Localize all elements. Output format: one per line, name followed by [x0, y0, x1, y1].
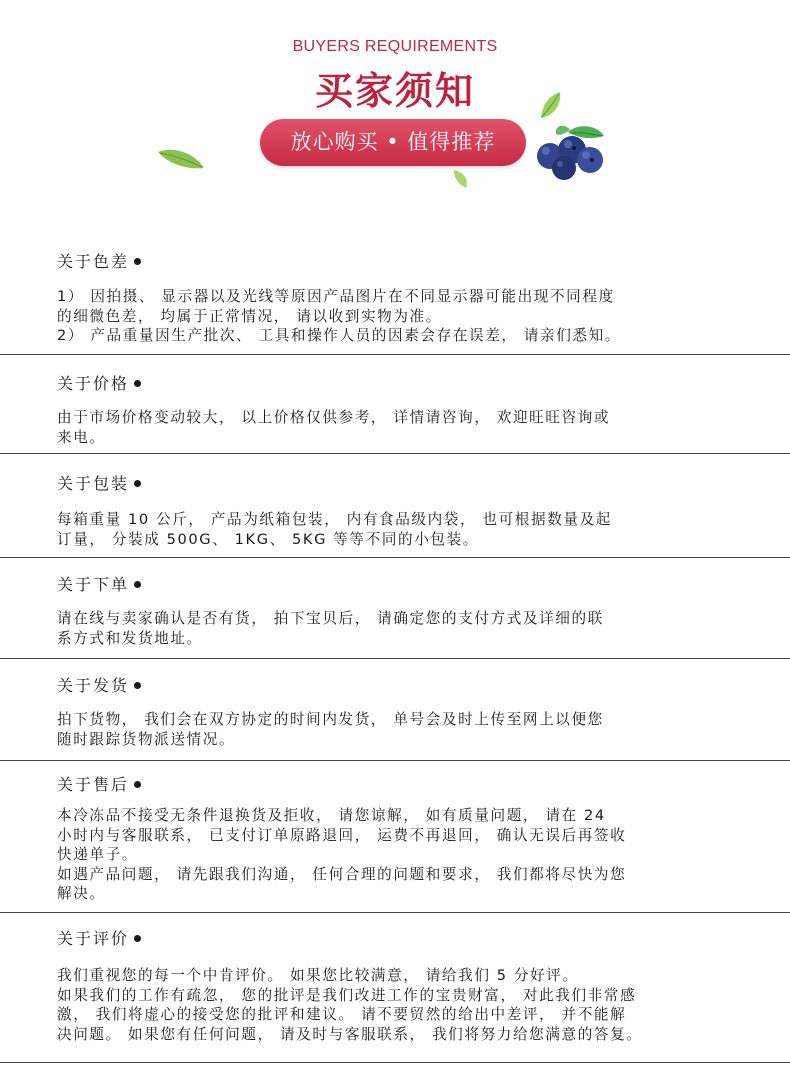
- bullet-dot: [134, 581, 141, 588]
- text-line: 订量， 分装成 500G、 1KG、 5KG 等等不同的小包装。: [57, 530, 479, 548]
- text-line: 如遇产品问题， 请先跟我们沟通， 任何合理的问题和要求， 我们都将尽快为您: [57, 865, 627, 883]
- english-title: BUYERS REQUIREMENTS: [292, 38, 498, 55]
- bullet-dot: [134, 682, 141, 689]
- text-line: 由于市场价格变动较大， 以上价格仅供参考， 详情请咨询， 欢迎旺旺咨询或: [57, 409, 611, 426]
- section-title-after-sales: 关于售后: [57, 772, 141, 795]
- text-line: 小时内与客服联系， 已支付订单原路退回， 运费不再退回， 确认无误后再签收: [57, 826, 627, 844]
- section-body-packaging: [57, 510, 757, 549]
- section-divider: [0, 453, 790, 454]
- text-line: 解决。: [57, 885, 106, 902]
- section-body-after-sales: [57, 806, 757, 904]
- section-body-ordering: [57, 609, 757, 648]
- text-line: 本冷冻品不接受无条件退换货及拒收， 请您谅解， 如有质量问题， 请在 24: [57, 807, 606, 824]
- section-divider: [0, 557, 790, 558]
- section-title-price: 关于价格: [57, 371, 141, 394]
- section-divider: [0, 658, 790, 659]
- section-title-shipping: 关于发货: [57, 673, 141, 696]
- slogan-pill: 放心购买 • 值得推荐: [260, 119, 526, 166]
- bullet-dot: [134, 480, 141, 487]
- section-body-price: [57, 408, 757, 447]
- text-line: 拍下货物， 我们会在双方协定的时间内发货， 单号会及时上传至网上以便您: [57, 711, 604, 728]
- section-title-ordering: 关于下单: [57, 572, 141, 595]
- section-title-packaging: 关于包装: [57, 471, 141, 494]
- header-banner: [0, 0, 790, 200]
- text-line: 决问题。 如果您有任何问题， 请及时与客服联系， 我们将努力给您满意的答复。: [57, 1025, 643, 1043]
- text-line: 来电。: [57, 428, 106, 446]
- text-line: 快递单子。: [57, 846, 138, 863]
- blueberry-icon: [528, 124, 610, 180]
- chinese-title: 买家须知: [314, 68, 475, 113]
- section-divider: [0, 354, 790, 355]
- section-body-reviews: [57, 966, 757, 1044]
- leaf-icon: [538, 90, 564, 120]
- section-title-reviews: 关于评价: [57, 926, 141, 949]
- text-line: 我们重视您的每一个中肯评价。 如果您比较满意， 请给我们 5 分好评。: [57, 967, 579, 984]
- text-line: 每箱重量 10 公斤， 产品为纸箱包装， 内有食品级内袋， 也可根据数量及起: [57, 511, 612, 528]
- section-divider: [0, 1062, 790, 1063]
- text-line: 随时跟踪货物派送情况。: [57, 730, 236, 748]
- leaf-icon: [452, 168, 470, 190]
- bullet-dot: [134, 935, 141, 942]
- text-line: 2） 产品重量因生产批次、 工具和操作人员的因素会存在误差， 请亲们悉知。: [57, 327, 621, 344]
- text-line: 系方式和发货地址。: [57, 629, 203, 647]
- bullet-dot: [134, 380, 141, 387]
- section-body-color-difference: [57, 287, 757, 346]
- leaf-icon: [156, 146, 206, 172]
- bullet-dot: [134, 781, 141, 788]
- text-line: 的细微色差， 均属于正常情况， 请以收到实物为准。: [57, 307, 442, 325]
- section-divider: [0, 912, 790, 913]
- text-line: 如果我们的工作有疏忽， 您的批评是我们改进工作的宝贵财富， 对此我们非常感: [57, 986, 637, 1004]
- section-body-shipping: [57, 710, 757, 749]
- bullet-dot: [134, 258, 141, 265]
- text-line: 激， 我们将虚心的接受您的批评和建议。 请不要贸然的给出中差评， 并不能解: [57, 1006, 627, 1023]
- section-title-color-difference: 关于色差: [57, 249, 141, 272]
- text-line: 请在线与卖家确认是否有货， 拍下宝贝后， 请确定您的支付方式及详细的联: [57, 610, 604, 627]
- text-line: 1） 因拍摄、 显示器以及光线等原因产品图片在不同显示器可能出现不同程度: [57, 288, 615, 305]
- section-divider: [0, 760, 790, 761]
